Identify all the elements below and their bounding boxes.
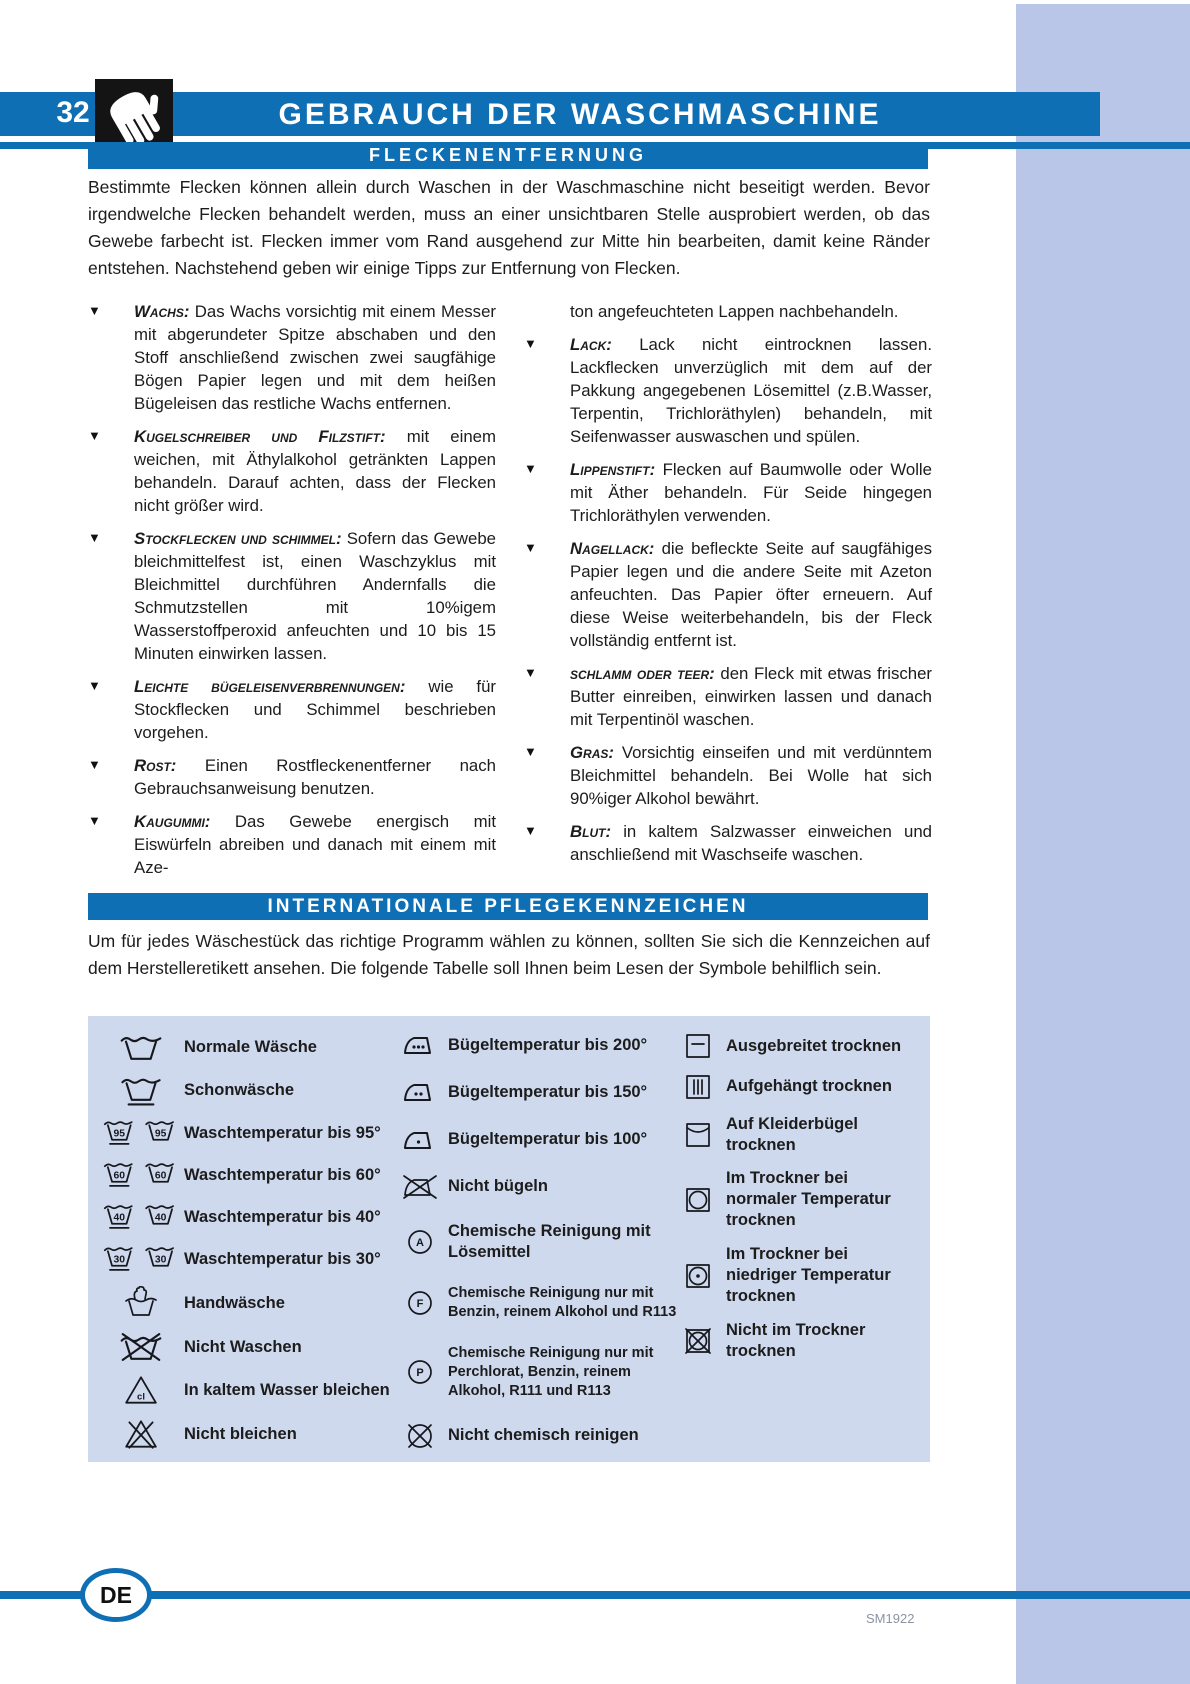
triangle-bullet-icon: ▼ [524,540,537,555]
list-item-text [570,458,932,527]
triangle-bullet-icon: ▼ [88,303,101,318]
care-symbols-intro: Um für jedes Wäschestück das richtige Programm wählen zu können, sollten Sie sich die Kennzeichen auf dem Herstelleretikett ansehen. Die folgende Tabelle soll Ihnen beim Lesen der Symbole behilflich sein. [88,931,930,978]
list-item [88,675,496,744]
washtub-underlined-icon [98,1074,184,1106]
table-row [398,1032,678,1058]
stain-tips-left-column [88,300,496,889]
iron-3-dots-icon [398,1032,442,1058]
list-item [524,333,932,448]
stain-term: Lippenstift: [570,460,656,479]
iron-2-dots-icon [398,1079,442,1105]
triangle-bullet-icon: ▼ [88,757,101,772]
care-label: Chemische Reinigung nur mit Benzin, reinem Alkohol und R113 [448,1285,677,1321]
care-label: Waschtemperatur bis 30° [184,1249,381,1268]
table-row [678,1168,922,1231]
care-label: Nicht Waschen [184,1337,302,1356]
washtub-40-pair-icon [98,1202,184,1232]
stain-term: Kugelschreiber und Filzstift: [134,427,386,446]
table-row [678,1114,922,1156]
triangle-bullet-icon: ▼ [88,813,101,828]
table-row [398,1284,678,1322]
list-item-text [570,820,932,866]
care-label: Ausgebreitet trocknen [726,1036,902,1055]
triangle-bullet-icon: ▼ [88,428,101,443]
care-label: Bügeltemperatur bis 150° [448,1082,648,1101]
table-row [98,1332,398,1362]
care-label: Nicht bleichen [184,1424,297,1443]
svg-text:30: 30 [113,1254,126,1266]
stain-text: die befleckte Seite auf saugfähiges Papier legen und die andere Seite mit Azeton anfeuchten. Das Papier öfter erneuern. Auf diese Weise weiterbehandeln, bis der Fleck vollständig entfernt ist. [570,539,932,650]
hand-icon [101,85,167,147]
dry-symbols-column [678,1032,922,1450]
stain-text: mit einem weichen, mit Äthylalkohol getränkten Lappen behandeln. Darauf achten, dass der Flecken nicht größer wird. [134,427,496,515]
svg-text:60: 60 [154,1170,167,1182]
washtub-30-pair-icon [98,1244,184,1274]
washtub-60-pair-icon [98,1160,184,1190]
list-item [88,425,496,517]
care-label: Waschtemperatur bis 40° [184,1207,381,1226]
dry-clean-p-icon [398,1358,442,1386]
no-iron-icon [398,1174,442,1200]
stain-term: Nagellack: [570,539,655,558]
list-item-text [134,810,496,879]
table-row [678,1032,922,1060]
triangle-bullet-icon: ▼ [524,744,537,759]
tumble-dry-low-icon [678,1262,718,1290]
svg-text:cl: cl [137,1391,145,1403]
svg-text:30: 30 [154,1254,167,1266]
table-row [98,1374,398,1406]
table-row [398,1127,678,1153]
list-item [524,537,932,652]
stain-text: Sofern das Gewebe bleichmittelfest ist, einen Waschzyklus mit Bleichmittel durchführen Andernfalls die Schmutzstellen mit 10%igem Wasserstoffperoxid anfeuchten und 10 bis 15 Minuten einwirken lassen. [134,529,496,663]
dry-clean-a-icon [398,1228,442,1256]
stain-tips-right-column [524,300,932,889]
list-item-text [134,300,496,415]
stain-term: Wachs: [134,302,190,321]
handwash-icon [98,1286,184,1320]
table-row [398,1344,678,1401]
footer-rule [0,1591,1190,1599]
page-title: GEBRAUCH DER WASCHMASCHINE [278,98,882,131]
section-heading-stain-removal: FLECKENENTFERNUNG [88,142,928,169]
care-label: Nicht chemisch reinigen [448,1426,639,1445]
stain-text: Einen Rostfleckenentferner nach Gebrauchsanweisung benutzen. [134,756,496,798]
stain-text: Das Gewebe energisch mit Eiswürfeln abreiben und danach mit einem mit Aze- [134,812,497,877]
svg-text:95: 95 [154,1128,167,1140]
iron-symbols-column [398,1032,678,1450]
stain-term: Stockflecken und schimmel: [134,529,342,548]
care-label: Handwäsche [184,1293,285,1312]
table-row [398,1221,678,1263]
section-heading-care-symbols: INTERNATIONALE PFLEGEKENNZEICHEN [88,893,928,920]
no-dry-clean-icon [398,1422,442,1450]
tumble-dry-normal-icon [678,1186,718,1214]
list-item [88,810,496,879]
triangle-bullet-icon: ▼ [88,678,101,693]
table-row [98,1118,398,1148]
stain-text: Lack nicht eintrocknen lassen. Lackflecken unverzüglich mit dem auf der Pakkung angegebenen Lösemittel (z.B.Wasser, Terpentin, Trichloräthylen) behandeln, mit Seifenwasser auswaschen und spülen. [570,335,933,446]
table-row [98,1202,398,1232]
care-label: Bügeltemperatur bis 200° [448,1035,648,1054]
table-row [98,1074,398,1106]
list-item-text: ton angefeuchteten Lappen nachbehandeln. [570,302,899,321]
no-bleach-icon [98,1418,184,1450]
wash-symbols-column [98,1032,398,1450]
list-item [524,820,932,866]
table-row [398,1079,678,1105]
care-label: Schonwäsche [184,1080,295,1099]
triangle-bullet-icon: ▼ [524,461,537,476]
stain-term: schlamm oder teer: [570,664,715,683]
care-label: Normale Wäsche [184,1037,317,1056]
page-number: 32 [56,96,90,129]
list-item-text [134,675,496,744]
table-row [398,1174,678,1200]
washtub-icon [98,1032,184,1062]
dry-hanger-icon [678,1121,718,1149]
care-label: Chemische Reinigung nur mit Perchlorat, Benzin, reinem Alkohol, R111 und R113 [448,1344,654,1399]
list-item [88,754,496,800]
list-item-text [570,537,932,652]
iron-1-dot-icon [398,1127,442,1153]
list-item-text [134,527,496,665]
list-item [524,458,932,527]
care-label: Nicht im Trockner trocknen [726,1320,866,1360]
dry-hang-icon [678,1073,718,1101]
stain-text: Vorsichtig einseifen und mit verdünntem Bleichmittel behandeln. Bei Wolle hat sich 90%iger Alkohol bewährt. [570,743,932,808]
stain-text: Flecken auf Baumwolle oder Wolle mit Äther behandeln. Für Seide hingegen Trichloräthylen verwenden. [570,460,932,525]
stain-text: in kaltem Salzwasser einweichen und anschließend mit Waschseife waschen. [570,822,932,864]
table-row [678,1073,922,1101]
care-label: Im Trockner bei niedriger Temperatur trocknen [726,1245,891,1306]
stain-term: Blut: [570,822,612,841]
svg-text:F: F [416,1298,424,1311]
svg-text:A: A [416,1237,424,1250]
care-label: Bügeltemperatur bis 100° [448,1130,648,1149]
washtub-95-pair-icon [98,1118,184,1148]
care-label: Im Trockner bei normaler Temperatur trocknen [726,1169,891,1230]
bleach-cold-triangle-icon [98,1374,184,1406]
stain-removal-intro: Bestimmte Flecken können allein durch Waschen in der Waschmaschine nicht beseitigt werden. Bevor irgendwelche Flecken behandelt werden, muss an einer unsichtbaren Stelle ausprobiert werden, ob das Gewebe farbecht ist. Flecken immer vom Rand ausgehend zur Mitte hin bearbeiten, damit keine Ränder entstehen. Nachstehend geben wir einige Tipps zur Entfernung von Flecken. [88,177,930,278]
list-item [524,662,932,731]
list-item-text [570,741,932,810]
care-label: Auf Kleiderbügel trocknen [726,1114,859,1154]
dry-clean-f-icon [398,1289,442,1317]
svg-text:40: 40 [154,1212,167,1224]
language-badge: DE [80,1568,152,1622]
table-row [678,1244,922,1307]
stain-term: Rost: [134,756,177,775]
table-row [98,1160,398,1190]
care-label: In kaltem Wasser bleichen [184,1380,390,1399]
table-row [678,1320,922,1362]
list-item [88,300,496,415]
care-label: Nicht bügeln [448,1177,548,1196]
stain-term: Gras: [570,743,614,762]
table-row [98,1244,398,1274]
care-label: Waschtemperatur bis 60° [184,1165,381,1184]
triangle-bullet-icon: ▼ [88,530,101,545]
care-label: Chemische Reinigung mit Lösemittel [448,1222,651,1262]
triangle-bullet-icon: ▼ [524,336,537,351]
list-item [524,741,932,810]
list-item-text [134,425,496,517]
list-item-text [570,662,932,731]
stain-tips-list [88,300,932,889]
care-label: Waschtemperatur bis 95° [184,1123,381,1142]
list-item-text [134,754,496,800]
no-wash-icon [98,1332,184,1362]
stain-text: den Fleck mit etwas frischer Butter einreiben, einwirken lassen und danach mit Terpentinöl waschen. [570,664,933,729]
no-tumble-dry-icon [678,1327,718,1355]
stain-text: wie für Stockflecken und Schimmel beschrieben vorgehen. [134,677,496,742]
svg-text:60: 60 [113,1170,126,1182]
dry-flat-icon [678,1032,718,1060]
document-code: SM1922 [866,1611,915,1626]
svg-text:40: 40 [113,1212,126,1224]
stain-term: Lack: [570,335,612,354]
table-row [98,1418,398,1450]
stain-text: Das Wachs vorsichtig mit einem Messer mit abgerundeter Spitze abschaben und den Stoff anschließend zwischen zwei saugfähige Bögen Papier legen und mit dem heißen Bügeleisen das restliche Wachs entfernen. [134,302,496,413]
triangle-bullet-icon: ▼ [524,665,537,680]
list-item-text [570,333,932,448]
stain-term: Leichte bügeleisenverbrennungen: [134,677,406,696]
triangle-bullet-icon: ▼ [524,823,537,838]
table-row [398,1422,678,1450]
svg-text:P: P [416,1367,424,1380]
table-row [98,1032,398,1062]
list-item [88,527,496,665]
list-item-continuation [570,300,932,323]
table-row [98,1286,398,1320]
stain-term: Kaugummi: [134,812,211,831]
svg-text:95: 95 [113,1128,126,1140]
care-symbols-table [88,1016,930,1462]
right-margin-bar [1016,4,1190,1684]
care-label: Aufgehängt trocknen [726,1077,892,1096]
